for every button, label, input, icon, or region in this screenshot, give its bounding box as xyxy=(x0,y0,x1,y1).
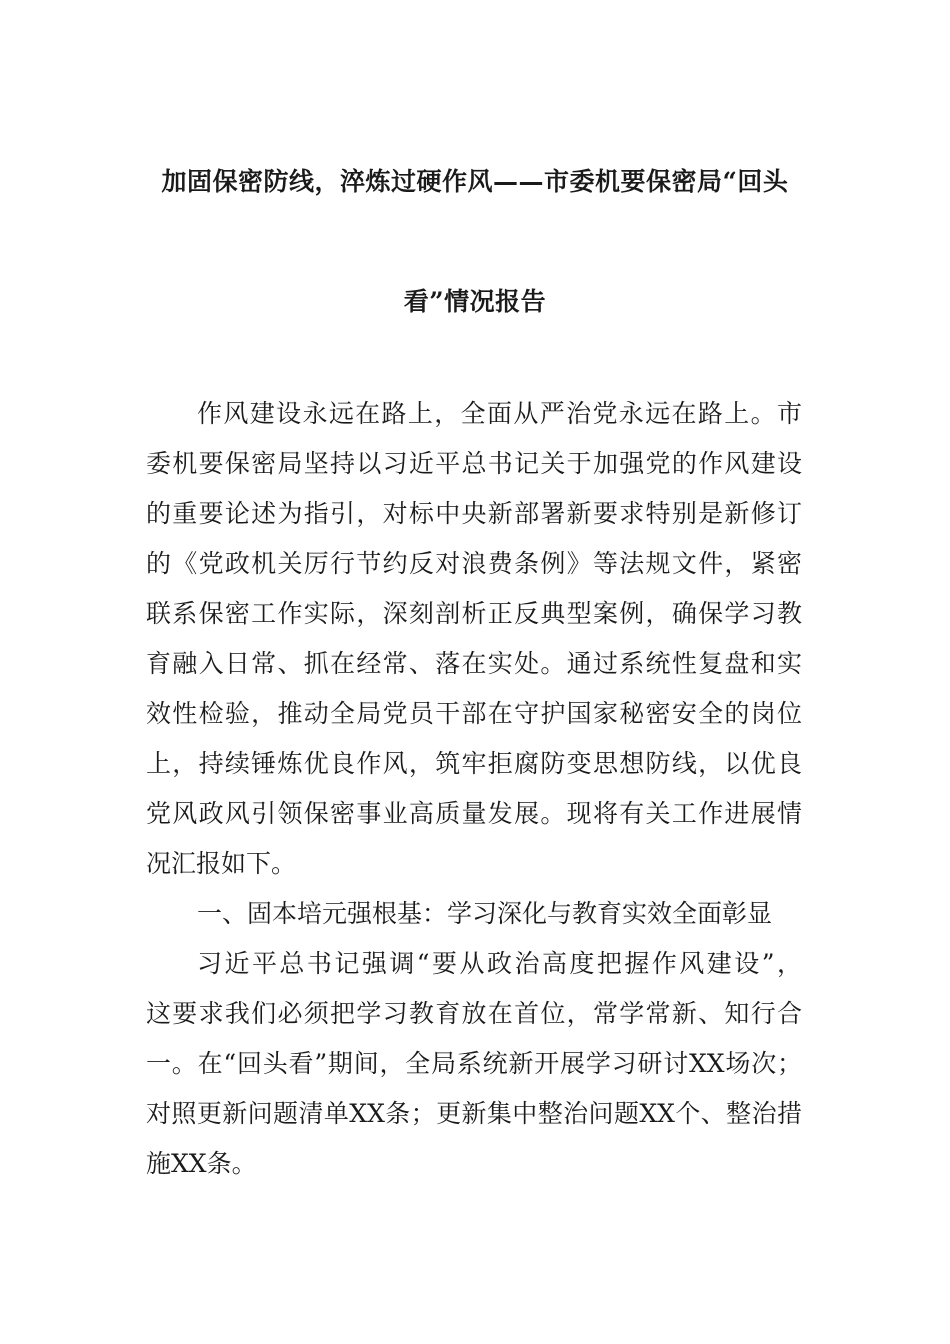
paragraph-1-line-3: 的重要论述为指引，对标中央新部署新要求特别是新修订 xyxy=(146,499,802,528)
paragraph-2-line-1: 习近平总书记强调“要从政治高度把握作风建设”， xyxy=(197,949,802,978)
paragraph-1-line-2: 委机要保密局坚持以习近平总书记关于加强党的作风建设 xyxy=(146,449,802,478)
section-1-heading: 一、固本培元强根基：学习深化与教育实效全面彰显 xyxy=(197,899,773,928)
report-title-line-1: 加固保密防线，淬炼过硬作风——市委机要保密局“回头 xyxy=(161,167,789,196)
paragraph-1-line-10: 况汇报如下。 xyxy=(146,849,297,878)
paragraph-1-line-5: 联系保密工作实际，深刻剖析正反典型案例，确保学习教 xyxy=(146,599,802,628)
paragraph-1-line-8: 上，持续锤炼优良作风，筑牢拒腐防变思想防线，以优良 xyxy=(146,749,802,778)
paragraph-2-line-5: 施XX条。 xyxy=(146,1149,257,1178)
paragraph-1-line-1: 作风建设永远在路上，全面从严治党永远在路上。市 xyxy=(197,399,802,428)
report-title-line-2: 看”情况报告 xyxy=(403,287,547,316)
paragraph-1-line-6: 育融入日常、抓在经常、落在实处。通过系统性复盘和实 xyxy=(146,649,802,678)
paragraph-2-line-3: 一。在“回头看”期间，全局系统新开展学习研讨XX场次； xyxy=(146,1049,802,1078)
paragraph-2-line-2: 这要求我们必须把学习教育放在首位，常学常新、知行合 xyxy=(146,999,802,1028)
paragraph-1-line-9: 党风政风引领保密事业高质量发展。现将有关工作进展情 xyxy=(146,799,802,828)
paragraph-2-line-4: 对照更新问题清单XX条；更新集中整治问题XX个、整治措 xyxy=(146,1099,802,1128)
paragraph-1-line-7: 效性检验，推动全局党员干部在守护国家秘密安全的岗位 xyxy=(146,699,802,728)
paragraph-1-line-4: 的《党政机关厉行节约反对浪费条例》等法规文件，紧密 xyxy=(146,549,802,578)
